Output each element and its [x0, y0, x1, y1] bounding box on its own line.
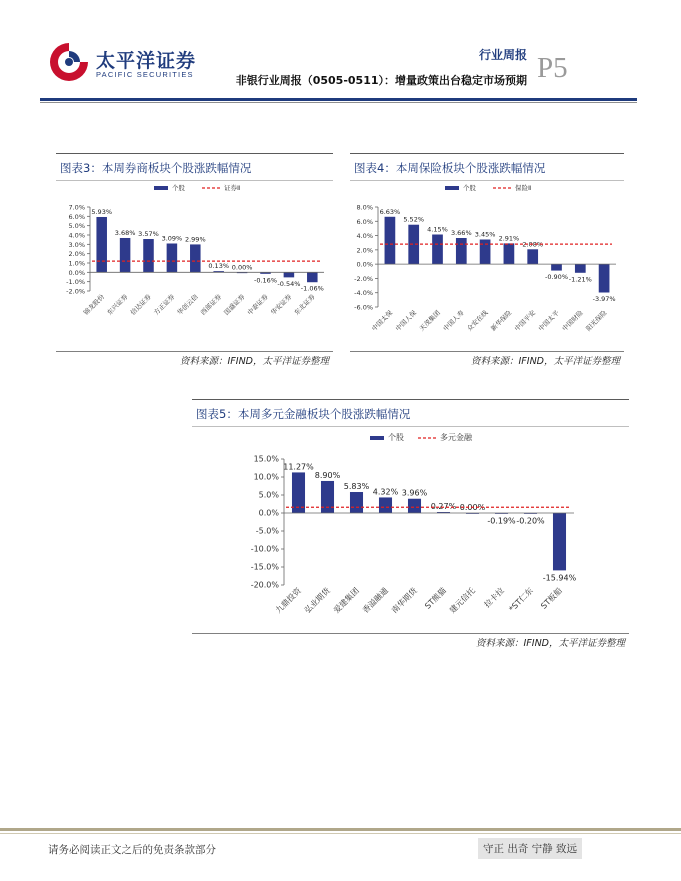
bar [408, 499, 421, 513]
legend-swatch-stock [370, 436, 384, 440]
bar [284, 272, 295, 277]
category-label: 华安证券 [269, 292, 294, 317]
category-label: 天茂集团 [417, 308, 442, 333]
category-label: 阳光保险 [584, 308, 609, 333]
bar [167, 243, 178, 272]
data-label: 6.63% [379, 207, 401, 216]
category-label: 中国平安 [513, 308, 538, 333]
legend-label-stock: 个股 [172, 184, 185, 192]
data-label: 3.66% [450, 229, 472, 237]
category-label: 锦龙股份 [82, 292, 107, 317]
bar [504, 243, 515, 264]
chart-footer-rule [192, 633, 629, 634]
legend-label-stock: 个股 [463, 184, 476, 192]
category-label: 香溢融通 [360, 586, 390, 616]
chart-title: 图表5：本周多元金融板块个股涨跌幅情况 [196, 407, 411, 421]
category-label: 方正证券 [152, 292, 177, 317]
data-label: 2.08% [522, 240, 544, 249]
legend-swatch-stock [154, 186, 168, 190]
y-tick-label: 1.0% [68, 259, 85, 268]
data-label: 3.57% [138, 230, 159, 239]
category-label: 东兴证券 [105, 292, 130, 317]
header-rule [40, 98, 637, 101]
y-tick-label: 4.0% [356, 232, 373, 241]
y-tick-label: 3.0% [68, 240, 85, 249]
bar [432, 235, 443, 265]
bar [379, 497, 392, 513]
data-label: 5.93% [91, 207, 113, 216]
y-tick-label: 0.0% [356, 260, 373, 269]
footer-rule-thin [0, 833, 681, 834]
y-tick-label: 4.0% [68, 231, 85, 240]
category-label: 信达证券 [128, 292, 153, 317]
y-tick-label: 10.0% [253, 472, 279, 482]
category-label: ST熊猫 [423, 586, 448, 611]
chart-title-box [192, 399, 629, 427]
data-label: 4.32% [372, 487, 399, 497]
category-label: 华创云信 [175, 292, 200, 317]
y-tick-label: 6.0% [356, 217, 373, 226]
pacific-securities-logo-icon [47, 40, 91, 84]
y-tick-label: -5.0% [255, 526, 279, 536]
data-label: -0.19% [487, 516, 516, 526]
data-label: 3.45% [474, 230, 496, 239]
y-tick-label: 6.0% [68, 212, 85, 221]
bar [96, 217, 107, 272]
chart-panel-brokers [56, 153, 333, 368]
legend-label-index: 多元金融 [440, 433, 472, 442]
data-label: 0.00% [231, 263, 253, 272]
y-tick-label: 0.0% [68, 268, 85, 277]
chart-footer-rule [350, 351, 624, 352]
legend-swatch-stock [445, 186, 459, 190]
chart-footer-rule [56, 351, 333, 352]
data-label: 2.99% [184, 235, 206, 244]
bar [120, 238, 131, 272]
bar [527, 249, 538, 264]
chart-insurance [350, 183, 624, 365]
data-label: 2.91% [498, 234, 520, 243]
chart-diversified-finance [192, 429, 629, 635]
category-label: 中泰证券 [245, 292, 270, 317]
y-tick-label: 0.0% [258, 508, 279, 518]
data-label: 4.15% [427, 225, 448, 234]
data-label: 3.09% [161, 234, 183, 243]
y-tick-label: -15.0% [250, 562, 279, 572]
data-label: -15.94% [542, 573, 577, 583]
disclaimer: 请务必阅读正文之后的免责条款部分 [48, 844, 216, 856]
category-label: 拉卡拉 [482, 586, 506, 610]
report-title: 非银行业周报（0505-0511）：增量政策出台稳定市场预期 [235, 74, 527, 87]
legend-label-index: 保险Ⅱ [515, 184, 532, 192]
y-tick-label: 8.0% [356, 203, 373, 212]
data-label: -0.16% [254, 276, 277, 285]
data-label: 3.96% [401, 488, 428, 498]
chart-title-box [56, 153, 333, 181]
bar [456, 238, 467, 264]
data-label: -0.20% [516, 516, 545, 526]
chart-source: 资料来源：IFIND，太平洋证券整理 [471, 356, 620, 367]
category-label: 东北证券 [292, 292, 317, 317]
report-header [0, 0, 681, 104]
brand-name-cn: 太平洋证券 [96, 50, 197, 72]
bar [143, 239, 154, 272]
bar [575, 264, 586, 273]
y-tick-label: -6.0% [354, 303, 373, 312]
y-tick-label: 7.0% [68, 203, 85, 212]
category-label: 南华期货 [389, 586, 419, 616]
y-tick-label: 2.0% [68, 250, 85, 259]
data-label: -1.21% [568, 275, 592, 284]
category-label: ST板船 [539, 586, 564, 611]
data-label: 11.27% [283, 462, 314, 472]
data-label: -0.54% [277, 279, 301, 288]
category-label: 中国太平 [536, 308, 561, 333]
category-label: 弘业期货 [302, 586, 332, 616]
bar [190, 244, 201, 272]
chart-source: 资料来源：IFIND，太平洋证券整理 [180, 356, 329, 367]
footer-rule [0, 828, 681, 831]
brand-name-en: PACIFIC SECURITIES [96, 70, 194, 79]
chart-title: 图表4：本周保险板块个股涨跌幅情况 [354, 161, 546, 175]
bar [321, 481, 334, 513]
category-label: 国盛证券 [222, 292, 247, 317]
slogan: 守正 出奇 宁静 致远 [478, 838, 582, 859]
data-label: 5.52% [403, 215, 425, 224]
data-label: 8.90% [314, 470, 341, 480]
category-label: 爱建集团 [331, 586, 361, 616]
chart-title-box [350, 153, 624, 181]
y-tick-label: -1.0% [66, 278, 85, 287]
y-tick-label: 15.0% [253, 454, 279, 464]
bar [551, 264, 562, 270]
category-label: 中国人寿 [441, 308, 466, 333]
bar [307, 272, 318, 282]
chart-brokers [56, 183, 333, 365]
y-tick-label: 5.0% [258, 490, 279, 500]
header-rule-thin [40, 102, 637, 103]
bar [599, 264, 610, 292]
category-label: 九鼎投资 [273, 586, 303, 616]
data-label: 5.83% [343, 482, 370, 492]
bar [350, 492, 363, 513]
bar [553, 513, 566, 570]
category-label: 中国财险 [560, 308, 585, 333]
data-label: -1.06% [300, 284, 324, 293]
chart-panel-diversified-finance [192, 399, 629, 651]
bar [385, 217, 396, 264]
report-type: 行业周报 [478, 48, 527, 62]
data-label: 0.00% [459, 503, 486, 512]
chart-title: 图表3：本周券商板块个股涨跌幅情况 [60, 161, 252, 175]
y-tick-label: -2.0% [66, 287, 85, 296]
y-tick-label: -4.0% [354, 289, 373, 298]
legend-label-index: 证券Ⅱ [224, 184, 241, 192]
legend-label-stock: 个股 [388, 433, 404, 442]
category-label: 众安在线 [465, 308, 490, 333]
page-number: P5 [537, 52, 568, 84]
category-label: 新华保险 [489, 308, 514, 333]
chart-panel-insurance [350, 153, 624, 368]
data-label: 0.13% [208, 262, 230, 271]
y-tick-label: 5.0% [68, 222, 85, 231]
y-tick-label: 2.0% [356, 246, 373, 255]
category-label: 中国太保 [370, 308, 395, 333]
data-label: 3.68% [114, 228, 136, 237]
chart-source: 资料来源：IFIND，太平洋证券整理 [476, 638, 625, 649]
bar [480, 240, 491, 265]
category-label: *ST仁东 [507, 586, 535, 614]
category-label: 中国人保 [394, 308, 419, 333]
data-label: -3.97% [592, 295, 616, 303]
y-tick-label: -2.0% [354, 274, 373, 283]
y-tick-label: -20.0% [250, 580, 279, 590]
category-label: 西部证券 [199, 292, 224, 317]
data-label: 0.27% [430, 502, 457, 512]
data-label: -0.90% [545, 273, 568, 282]
y-tick-label: -10.0% [250, 544, 279, 554]
category-label: 建元信托 [447, 586, 477, 616]
